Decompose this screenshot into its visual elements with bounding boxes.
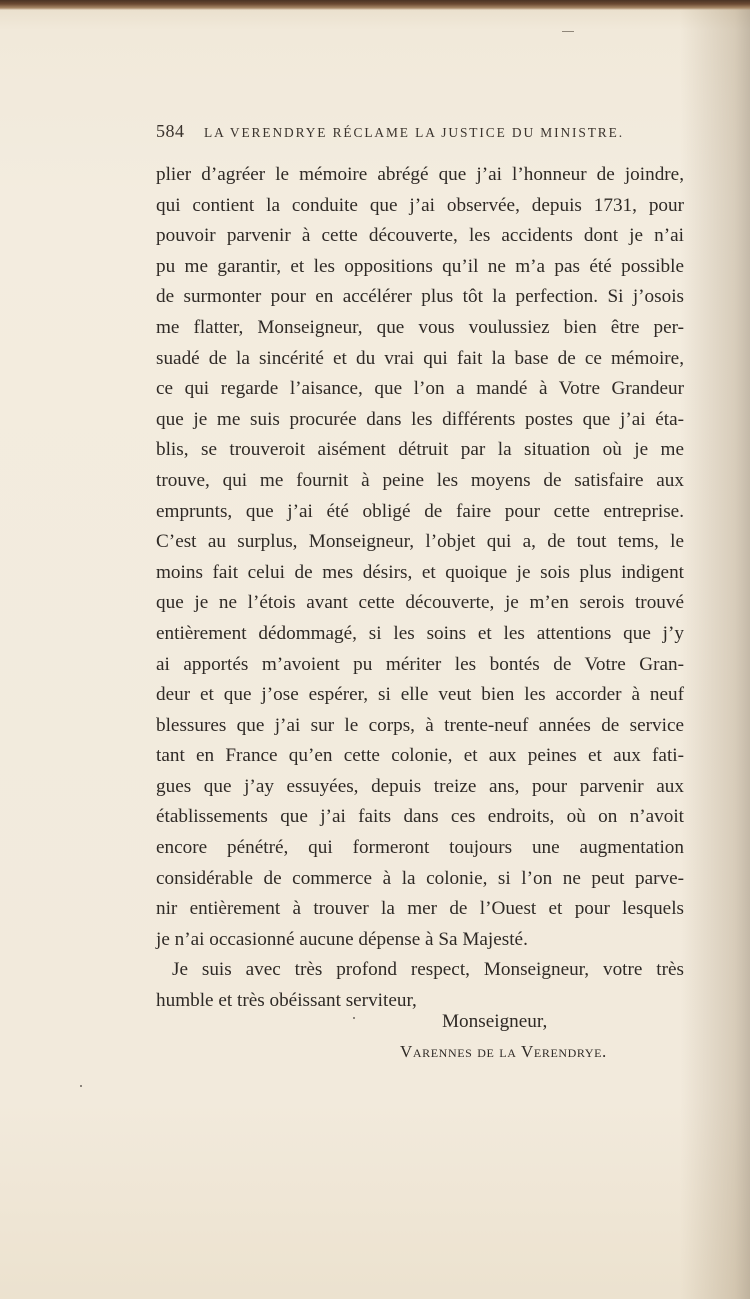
text-line: humble et très obéissant serviteur, [156,990,417,1012]
text-line: emprunts, que j’ai été obligé de faire pour cette entreprise. [156,500,684,522]
text-line: me flatter, Monseigneur, que vous voulussiez bien être per- [156,316,684,338]
closing-salutation: Monseigneur, [442,1011,548,1032]
text-line: qui contient la conduite que j’ai observée, depuis 1731, pour [156,194,684,216]
text-line: établissements que j’ai faits dans ces endroits, où on n’avoit [156,806,684,828]
text-line: considérable de commerce à la colonie, si l’on ne peut parve- [156,867,684,889]
text-line: pu me garantir, et les oppositions qu’il ne m’a pas été possible [156,255,684,277]
top-mark [562,31,574,32]
text-line: de surmonter pour en accélérer plus tôt la perfection. Si j’osois [156,286,684,308]
text-line: C’est au surplus, Monseigneur, l’objet qui a, de tout tems, le [156,531,684,553]
page-number: 584 [156,121,185,141]
text-line: ai apportés m’avoient pu mériter les bontés de Votre Gran- [156,653,684,675]
text-line: encore pénétré, qui formeront toujours une augmentation [156,837,684,859]
text-line: je n’ai occasionné aucune dépense à Sa Majesté. [156,928,528,950]
text-line: blis, se trouveroit aisément détruit par la situation où je me [156,439,684,461]
text-line: entièrement dédommagé, si les soins et les attentions que j’y [156,622,684,644]
text-line: deur et que j’ose espérer, si elle veut bien les accorder à neuf [156,684,684,706]
text-line: tant en France qu’en cette colonie, et aux peines et aux fati- [156,745,684,767]
running-head [156,121,686,145]
body-text [156,160,684,1017]
signature: Varennes de la Verendrye. [400,1042,607,1061]
text-line: ce qui regarde l’aisance, que l’on a mandé à Votre Grandeur [156,378,684,400]
text-line: gues que j’ay essuyées, depuis treize ans, pour parvenir aux [156,775,684,797]
text-line: suadé de la sincérité et du vrai qui fait la base de ce mémoire, [156,347,684,369]
text-line: blessures que j’ai sur le corps, à trente-neuf années de service [156,714,684,736]
text-line: moins fait celui de mes désirs, et quoique je sois plus indigent [156,561,684,583]
text-line: trouve, qui me fournit à peine les moyens de satisfaire aux [156,469,684,491]
text-line: nir entièrement à trouver la mer de l’Ouest et pour lesquels [156,898,684,920]
ink-speck [353,1017,355,1019]
text-line: plier d’agréer le mémoire abrégé que j’ai l’honneur de joindre, [156,164,684,185]
running-head-title: LA VERENDRYE RÉCLAME LA JUSTICE DU MINISTRE. [203,125,624,140]
ink-speck [80,1085,82,1087]
text-line: Je suis avec très profond respect, Monseigneur, votre très [172,959,684,981]
text-line: que je me suis procurée dans les différents postes que j’ai éta- [156,408,684,430]
text-line: pouvoir parvenir à cette découverte, les accidents dont je n’ai [156,225,684,247]
page-top-edge [0,0,750,10]
text-line: que je ne l’étois avant cette découverte, je m’en serois trouvé [156,592,684,614]
